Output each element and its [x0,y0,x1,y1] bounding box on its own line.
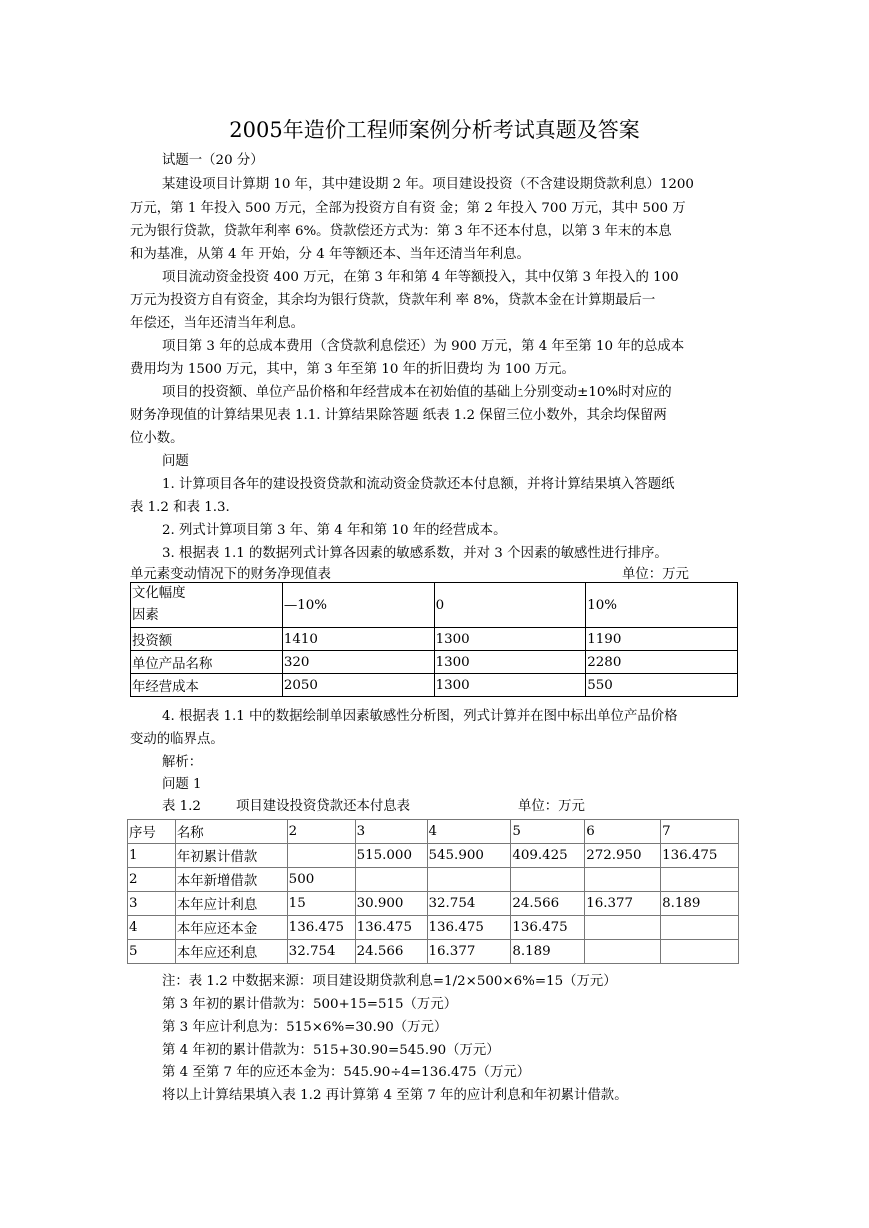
header-bottom-label: 因素 [132,608,159,623]
header-cell: 3 [355,820,427,844]
table-cell: 2050 [282,674,434,697]
table-row [131,628,738,651]
table2-unit: 单位：万元 [518,799,585,814]
paragraph-line: 和为基准，从第 4 年 开始，分 4 年等额还本、当年还清当年利息。 [130,247,530,262]
table-cell [585,916,661,940]
answer-heading: 解析： [162,755,203,770]
table-cell: 16.377 [427,940,511,964]
question-line: 表 1.2 和表 1.3. [130,500,230,515]
header-cell: 2 [287,820,355,844]
table-cell [355,868,427,892]
paragraph-line: 项目流动资金投资 400 万元，在第 3 年和第 4 年等额投入，其中仅第 3 年投入的 100 [162,270,679,285]
table-cell: 24.566 [355,940,427,964]
table-cell: 16.377 [585,892,661,916]
table-cell [427,868,511,892]
table-cell: 550 [586,674,738,697]
table-cell: 4 [128,916,176,940]
table-cell: 8.189 [661,892,739,916]
header-top-label: 文化幅度 [132,586,186,601]
table-header-row [128,820,739,844]
table2-title: 项目建设投资贷款还本付息表 [236,799,411,814]
table1-caption: 单元素变动情况下的财务净现值表 [130,567,331,582]
table-cell: 24.566 [511,892,585,916]
header-cell: 5 [511,820,585,844]
header-cell: —10% [282,583,434,628]
table-cell: 320 [282,651,434,674]
table-cell: 8.189 [511,940,585,964]
table2-caption: 表 1.2 [162,799,201,814]
table-cell [585,868,661,892]
header-cell: 序号 [128,820,176,844]
table-cell: 年经营成本 [131,674,283,697]
question-heading: 问题 [162,454,189,469]
table-row [128,868,739,892]
table-cell: 1300 [434,628,586,651]
table-cell: 515.000 [355,844,427,868]
table-cell: 1300 [434,651,586,674]
table-row [128,940,739,964]
table-row [128,892,739,916]
header-cell: 4 [427,820,511,844]
table-cell [661,940,739,964]
table-cell: 136.475 [427,916,511,940]
paragraph-line: 万元，第 1 年投入 500 万元，全部为投资方自有资 金；第 2 年投入 700 万元，其中 500 万 [130,201,686,216]
note-line: 第 3 年应计利息为：515×6%=30.90（万元） [162,1020,448,1035]
table-cell: 272.950 [585,844,661,868]
table-cell: 30.900 [355,892,427,916]
header-cell: 0 [434,583,586,628]
table-cell: 2 [128,868,176,892]
table-row [131,651,738,674]
table-cell [585,940,661,964]
paragraph-line: 费用均为 1500 万元，其中，第 3 年至第 10 年的折旧费均 为 100 万元。 [130,362,575,377]
question-line: 变动的临界点。 [130,732,224,747]
table-cell [661,868,739,892]
table-cell: 单位产品名称 [131,651,283,674]
table-cell: 32.754 [427,892,511,916]
table-row [131,674,738,697]
table-cell: 409.425 [511,844,585,868]
question-line: 1. 计算项目各年的建设投资贷款和流动资金贷款还本付息额，并将计算结果填入答题纸 [162,477,675,492]
table-row [128,844,739,868]
table-cell: 年初累计借款 [175,844,287,868]
paragraph-line: 元为银行贷款，贷款年利率 6%。贷款偿还方式为：第 3 年不还本付息，以第 3 年末的本息 [130,224,672,239]
section-heading: 试题一（20 分） [162,153,264,168]
table-cell: 136.475 [355,916,427,940]
header-cell: 6 [585,820,661,844]
answer-subheading: 问题 1 [162,777,202,792]
header-cell: 7 [661,820,739,844]
table-cell: 1190 [586,628,738,651]
table-cell: 1 [128,844,176,868]
table-cell: 15 [287,892,355,916]
table-cell: 136.475 [511,916,585,940]
table-cell: 本年应还本金 [175,916,287,940]
table1-unit: 单位：万元 [622,567,689,582]
paragraph-line: 位小数。 [130,431,184,446]
note-line: 第 4 至第 7 年的应还本金为：545.90÷4=136.475（万元） [162,1065,531,1080]
paragraph-line: 项目第 3 年的总成本费用（含贷款利息偿还）为 900 万元，第 4 年至第 10 年的总成本 [162,339,685,354]
header-cell: 名称 [175,820,287,844]
note-line: 第 4 年初的累计借款为：515+30.90=545.90（万元） [162,1043,500,1058]
paragraph-line: 年偿还，当年还清当年利息。 [130,316,305,331]
table-cell: 136.475 [287,916,355,940]
table-cell: 1300 [434,674,586,697]
sensitivity-table [130,582,738,697]
table-cell: 2280 [586,651,738,674]
table-row [128,916,739,940]
note-line: 注：表 1.2 中数据来源：项目建设期贷款利息=1/2×500×6%=15（万元） [162,974,617,989]
table-cell: 本年应计利息 [175,892,287,916]
paragraph-line: 万元为投资方自有资金，其余均为银行贷款，贷款年利 率 8%，贷款本金在计算期最后一 [130,293,656,308]
question-line: 4. 根据表 1.1 中的数据绘制单因素敏感性分析图，列式计算并在图中标出单位产品价格 [162,709,678,724]
table-cell: 投资额 [131,628,283,651]
paragraph-line: 某建设项目计算期 10 年，其中建设期 2 年。项目建设投资（不含建设期贷款利息）1200 [162,177,694,192]
table-cell [511,868,585,892]
paragraph-line: 财务净现值的计算结果见表 1.1. 计算结果除答题 纸表 1.2 保留三位小数外，其余均保留两 [130,408,667,423]
table-cell [287,844,355,868]
table-cell: 136.475 [661,844,739,868]
question-line: 3. 根据表 1.1 的数据列式计算各因素的敏感系数，并对 3 个因素的敏感性进行排序。 [162,546,668,561]
table-cell: 1410 [282,628,434,651]
question-line: 2. 列式计算项目第 3 年、第 4 年和第 10 年的经营成本。 [162,523,507,538]
table-cell: 本年应还利息 [175,940,287,964]
header-cell: 10% [586,583,738,628]
table-header-row [131,583,738,628]
table-cell: 32.754 [287,940,355,964]
header-cell [131,583,283,628]
page-title: 2005年造价工程师案例分析考试真题及答案 [229,118,640,142]
note-line: 将以上计算结果填入表 1.2 再计算第 4 至第 7 年的应计利息和年初累计借款。 [162,1088,628,1103]
note-line: 第 3 年初的累计借款为：500+15=515（万元） [162,997,458,1012]
loan-repayment-table [127,819,739,964]
paragraph-line: 项目的投资额、单位产品价格和年经营成本在初始值的基础上分别变动±10%时对应的 [162,385,672,400]
table-cell [661,916,739,940]
table-cell: 本年新增借款 [175,868,287,892]
table-cell: 500 [287,868,355,892]
table-cell: 545.900 [427,844,511,868]
table-cell: 5 [128,940,176,964]
table-cell: 3 [128,892,176,916]
